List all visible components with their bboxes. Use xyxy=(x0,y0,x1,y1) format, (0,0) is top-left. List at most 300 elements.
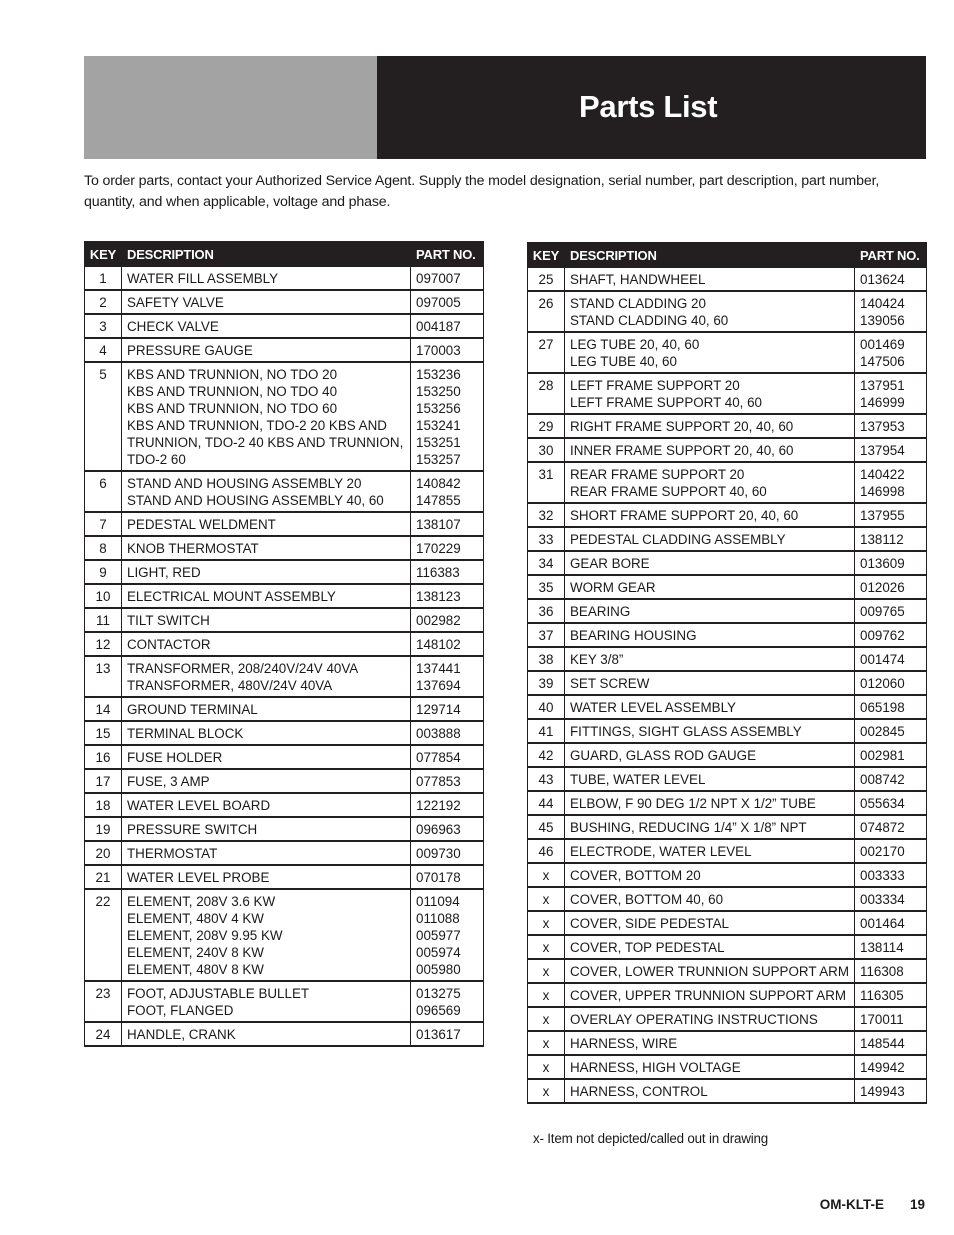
description-line: HARNESS, HIGH VOLTAGE xyxy=(570,1060,741,1075)
part-number-line: 138112 xyxy=(860,532,904,547)
part-number-line: 055634 xyxy=(860,796,905,811)
description-line: COVER, UPPER TRUNNION SUPPORT ARM xyxy=(570,988,847,1003)
description-line: LEFT FRAME SUPPORT 20 xyxy=(570,378,740,393)
cell-description xyxy=(565,719,855,743)
cell-part-number xyxy=(855,503,927,527)
banner-gray-block xyxy=(84,56,377,159)
description-line: BUSHING, REDUCING 1/4” X 1/8” NPT xyxy=(570,820,807,835)
table-row xyxy=(85,656,484,697)
table-row xyxy=(528,551,927,575)
part-number-line: 002982 xyxy=(416,613,461,628)
cell-part-number xyxy=(855,1031,927,1055)
description-line: OVERLAY OPERATING INSTRUCTIONS xyxy=(570,1012,818,1027)
cell-part-number xyxy=(855,1007,927,1031)
part-number-line: 002845 xyxy=(860,724,905,739)
cell-description xyxy=(122,584,411,608)
cell-part-number xyxy=(855,839,927,863)
cell-key: 36 xyxy=(528,599,565,623)
part-number-line: 137951 xyxy=(860,378,905,393)
cell-description xyxy=(565,1079,855,1103)
description-line: KBS AND TRUNNION, NO TDO 40 xyxy=(127,384,338,399)
table-row xyxy=(528,414,927,438)
part-number-line: 147855 xyxy=(416,493,461,508)
cell-key: 46 xyxy=(528,839,565,863)
cell-description xyxy=(565,575,855,599)
part-number-line: 153257 xyxy=(416,452,461,467)
part-number-line: 096569 xyxy=(416,1003,461,1018)
description-line: WATER LEVEL BOARD xyxy=(127,798,271,813)
table-row xyxy=(85,560,484,584)
description-line: SET SCREW xyxy=(570,676,650,691)
cell-key: 20 xyxy=(85,841,122,865)
part-number-line: 002981 xyxy=(860,748,905,763)
cell-key: 43 xyxy=(528,767,565,791)
description-line: COVER, TOP PEDESTAL xyxy=(570,940,725,955)
cell-description xyxy=(565,839,855,863)
table-row xyxy=(85,338,484,362)
table-row xyxy=(528,527,927,551)
column-header-description: DESCRIPTION xyxy=(122,242,411,267)
table-row xyxy=(85,889,484,981)
cell-description xyxy=(122,608,411,632)
part-number-line: 005980 xyxy=(416,962,461,977)
cell-key: x xyxy=(528,1007,565,1031)
cell-part-number xyxy=(855,815,927,839)
cell-key: 30 xyxy=(528,438,565,462)
part-number-line: 153256 xyxy=(416,401,461,416)
column-header-part-no: PART NO. xyxy=(855,243,927,268)
part-number-line: 013275 xyxy=(416,986,461,1001)
cell-part-number xyxy=(855,983,927,1007)
cell-description xyxy=(565,462,855,503)
cell-key: 22 xyxy=(85,889,122,981)
part-number-line: 140424 xyxy=(860,296,905,311)
table-row xyxy=(528,462,927,503)
cell-part-number xyxy=(411,865,484,889)
table-row xyxy=(528,623,927,647)
cell-key: 10 xyxy=(85,584,122,608)
description-line: ELBOW, F 90 DEG 1/2 NPT X 1/2” TUBE xyxy=(570,796,816,811)
cell-part-number xyxy=(411,745,484,769)
part-number-line: 137953 xyxy=(860,419,905,434)
cell-key: 38 xyxy=(528,647,565,671)
description-line: ELECTRODE, WATER LEVEL xyxy=(570,844,752,859)
part-number-line: 116305 xyxy=(860,988,904,1003)
cell-description xyxy=(565,414,855,438)
part-number-line: 137955 xyxy=(860,508,905,523)
cell-key: 3 xyxy=(85,314,122,338)
cell-description xyxy=(565,332,855,373)
cell-part-number xyxy=(411,584,484,608)
cell-part-number xyxy=(411,512,484,536)
cell-key: 24 xyxy=(85,1022,122,1046)
description-line: SHORT FRAME SUPPORT 20, 40, 60 xyxy=(570,508,799,523)
table-row xyxy=(528,332,927,373)
part-number-line: 013617 xyxy=(416,1027,461,1042)
description-line: FOOT, ADJUSTABLE BULLET xyxy=(127,986,310,1001)
cell-part-number xyxy=(411,793,484,817)
cell-part-number xyxy=(411,560,484,584)
cell-key: 11 xyxy=(85,608,122,632)
table-row xyxy=(528,911,927,935)
part-number-line: 153250 xyxy=(416,384,461,399)
table-row xyxy=(528,1079,927,1103)
description-line: SHAFT, HANDWHEEL xyxy=(570,272,706,287)
part-number-line: 077853 xyxy=(416,774,461,789)
table-header-row xyxy=(85,242,484,267)
cell-key: 8 xyxy=(85,536,122,560)
cell-key: 13 xyxy=(85,656,122,697)
cell-part-number xyxy=(411,697,484,721)
cell-part-number xyxy=(411,1022,484,1046)
description-line: SAFETY VALVE xyxy=(127,295,224,310)
description-line: FUSE HOLDER xyxy=(127,750,223,765)
cell-description xyxy=(565,647,855,671)
parts-table-right xyxy=(527,242,927,1104)
cell-description xyxy=(565,791,855,815)
cell-key: 12 xyxy=(85,632,122,656)
table-row xyxy=(528,719,927,743)
cell-part-number xyxy=(411,267,484,291)
part-number-line: 001469 xyxy=(860,337,905,352)
table-row xyxy=(528,959,927,983)
table-row xyxy=(85,584,484,608)
description-line: ELEMENT, 240V 8 KW xyxy=(127,945,264,960)
description-line: KEY 3/8” xyxy=(570,652,624,667)
cell-key: 42 xyxy=(528,743,565,767)
cell-part-number xyxy=(411,290,484,314)
cell-part-number xyxy=(855,268,927,292)
cell-key: x xyxy=(528,935,565,959)
table-row xyxy=(85,817,484,841)
table-row xyxy=(85,512,484,536)
description-line: LIGHT, RED xyxy=(127,565,201,580)
table-row xyxy=(528,863,927,887)
cell-description xyxy=(565,983,855,1007)
description-line: BEARING HOUSING xyxy=(570,628,697,643)
description-line: GUARD, GLASS ROD GAUGE xyxy=(570,748,757,763)
cell-description xyxy=(122,841,411,865)
table-row xyxy=(528,575,927,599)
cell-description xyxy=(565,911,855,935)
table-header-row xyxy=(528,243,927,268)
description-line: TILT SWITCH xyxy=(127,613,210,628)
cell-part-number xyxy=(855,959,927,983)
part-number-line: 013624 xyxy=(860,272,905,287)
cell-part-number xyxy=(411,632,484,656)
page-banner xyxy=(84,56,926,159)
cell-description xyxy=(565,268,855,292)
cell-description xyxy=(565,623,855,647)
cell-description xyxy=(122,865,411,889)
table-row xyxy=(85,697,484,721)
part-number-line: 170011 xyxy=(860,1012,904,1027)
description-line: ELEMENT, 480V 4 KW xyxy=(127,911,264,926)
part-number-line: 116308 xyxy=(860,964,904,979)
cell-key: 5 xyxy=(85,362,122,471)
description-line: PRESSURE GAUGE xyxy=(127,343,253,358)
cell-description xyxy=(122,536,411,560)
cell-description xyxy=(122,338,411,362)
table-row xyxy=(528,291,927,332)
cell-part-number xyxy=(855,743,927,767)
table-row xyxy=(528,791,927,815)
cell-key: 23 xyxy=(85,981,122,1022)
table-row xyxy=(85,1022,484,1046)
cell-key: 19 xyxy=(85,817,122,841)
table-row xyxy=(85,267,484,291)
description-line: WATER FILL ASSEMBLY xyxy=(127,271,279,286)
part-number-line: 116383 xyxy=(416,565,460,580)
description-line: HARNESS, WIRE xyxy=(570,1036,678,1051)
cell-key: 16 xyxy=(85,745,122,769)
column-header-key: KEY xyxy=(528,243,565,268)
description-line: FUSE, 3 AMP xyxy=(127,774,210,789)
cell-part-number xyxy=(411,721,484,745)
description-line: LEFT FRAME SUPPORT 40, 60 xyxy=(570,395,762,410)
table-row xyxy=(528,767,927,791)
table-row xyxy=(528,373,927,414)
cell-description xyxy=(122,290,411,314)
table-row xyxy=(85,608,484,632)
cell-key: 26 xyxy=(528,291,565,332)
cell-description xyxy=(565,863,855,887)
description-line: RIGHT FRAME SUPPORT 20, 40, 60 xyxy=(570,419,794,434)
cell-key: 7 xyxy=(85,512,122,536)
description-line: COVER, BOTTOM 40, 60 xyxy=(570,892,724,907)
description-line: WATER LEVEL ASSEMBLY xyxy=(570,700,736,715)
cell-part-number xyxy=(855,291,927,332)
part-number-line: 077854 xyxy=(416,750,461,765)
cell-key: 6 xyxy=(85,471,122,512)
cell-part-number xyxy=(411,889,484,981)
cell-description xyxy=(122,721,411,745)
description-line: TUBE, WATER LEVEL xyxy=(570,772,706,787)
column-header-description: DESCRIPTION xyxy=(565,243,855,268)
cell-description xyxy=(565,527,855,551)
description-line: GEAR BORE xyxy=(570,556,650,571)
description-line: REAR FRAME SUPPORT 40, 60 xyxy=(570,484,767,499)
cell-description xyxy=(122,817,411,841)
part-number-line: 009730 xyxy=(416,846,461,861)
cell-part-number xyxy=(855,695,927,719)
cell-key: x xyxy=(528,1055,565,1079)
cell-description xyxy=(122,793,411,817)
description-line: ELECTRICAL MOUNT ASSEMBLY xyxy=(127,589,336,604)
document-code: OM-KLT-E xyxy=(819,1197,884,1212)
cell-part-number xyxy=(855,332,927,373)
description-line: CHECK VALVE xyxy=(127,319,219,334)
cell-part-number xyxy=(411,981,484,1022)
cell-part-number xyxy=(855,1079,927,1103)
cell-description xyxy=(565,935,855,959)
description-line: STAND AND HOUSING ASSEMBLY 40, 60 xyxy=(127,493,384,508)
table-row xyxy=(85,471,484,512)
table-row xyxy=(528,839,927,863)
description-line: LEG TUBE 40, 60 xyxy=(570,354,677,369)
cell-description xyxy=(565,373,855,414)
table-row xyxy=(528,438,927,462)
part-number-line: 011088 xyxy=(416,911,460,926)
part-number-line: 005974 xyxy=(416,945,461,960)
cell-key: 28 xyxy=(528,373,565,414)
table-row xyxy=(528,1031,927,1055)
cell-part-number xyxy=(855,438,927,462)
cell-description xyxy=(122,314,411,338)
part-number-line: 148102 xyxy=(416,637,461,652)
cell-key: 25 xyxy=(528,268,565,292)
part-number-line: 003333 xyxy=(860,868,905,883)
description-line: LEG TUBE 20, 40, 60 xyxy=(570,337,700,352)
table-row xyxy=(528,599,927,623)
part-number-line: 011094 xyxy=(416,894,460,909)
table-row xyxy=(85,793,484,817)
cell-key: 2 xyxy=(85,290,122,314)
table-row xyxy=(85,632,484,656)
page-number: 19 xyxy=(909,1197,925,1212)
cell-key: 45 xyxy=(528,815,565,839)
cell-description xyxy=(122,362,411,471)
part-number-line: 097007 xyxy=(416,271,461,286)
column-header-key: KEY xyxy=(85,242,122,267)
description-line: TRANSFORMER, 480V/24V 40VA xyxy=(127,678,333,693)
part-number-line: 096963 xyxy=(416,822,461,837)
description-line: KBS AND TRUNNION, TDO-2 20 KBS AND TRUNNION, TDO-2 40 KBS AND TRUNNION, TDO-2 60 xyxy=(127,418,404,467)
description-line: COVER, SIDE PEDESTAL xyxy=(570,916,729,931)
cell-key: 31 xyxy=(528,462,565,503)
banner-dark-block xyxy=(377,56,926,159)
cell-part-number xyxy=(855,414,927,438)
part-number-line: 003334 xyxy=(860,892,905,907)
cell-description xyxy=(565,743,855,767)
table-row xyxy=(528,647,927,671)
part-number-line: 129714 xyxy=(416,702,461,717)
cell-description xyxy=(122,1022,411,1046)
description-line: TERMINAL BLOCK xyxy=(127,726,244,741)
cell-part-number xyxy=(411,841,484,865)
description-line: INNER FRAME SUPPORT 20, 40, 60 xyxy=(570,443,794,458)
description-line: PEDESTAL WELDMENT xyxy=(127,517,276,532)
part-number-line: 122192 xyxy=(416,798,461,813)
part-number-line: 140842 xyxy=(416,476,461,491)
description-line: ELEMENT, 480V 8 KW xyxy=(127,962,264,977)
cell-key: 15 xyxy=(85,721,122,745)
cell-description xyxy=(122,560,411,584)
cell-part-number xyxy=(411,769,484,793)
cell-key: 9 xyxy=(85,560,122,584)
part-number-line: 002170 xyxy=(860,844,905,859)
cell-key: 34 xyxy=(528,551,565,575)
part-number-line: 139056 xyxy=(860,313,905,328)
part-number-line: 012026 xyxy=(860,580,905,595)
description-line: WORM GEAR xyxy=(570,580,656,595)
cell-description xyxy=(565,1055,855,1079)
cell-description xyxy=(565,291,855,332)
description-line: HANDLE, CRANK xyxy=(127,1027,236,1042)
part-number-line: 149943 xyxy=(860,1084,905,1099)
description-line: GROUND TERMINAL xyxy=(127,702,258,717)
table-row xyxy=(528,815,927,839)
part-number-line: 004187 xyxy=(416,319,461,334)
cell-key: x xyxy=(528,959,565,983)
cell-description xyxy=(565,599,855,623)
description-line: THERMOSTAT xyxy=(127,846,218,861)
description-line: ELEMENT, 208V 9.95 KW xyxy=(127,928,283,943)
table-row xyxy=(85,314,484,338)
cell-key: 35 xyxy=(528,575,565,599)
table-row xyxy=(85,865,484,889)
cell-description xyxy=(565,695,855,719)
cell-description xyxy=(565,671,855,695)
part-number-line: 001464 xyxy=(860,916,905,931)
parts-table-left xyxy=(84,241,484,1047)
part-number-line: 137441 xyxy=(416,661,461,676)
description-line: CONTACTOR xyxy=(127,637,211,652)
part-number-line: 170229 xyxy=(416,541,461,556)
table-row xyxy=(85,745,484,769)
cell-part-number xyxy=(855,623,927,647)
cell-description xyxy=(122,471,411,512)
part-number-line: 012060 xyxy=(860,676,905,691)
description-line: COVER, BOTTOM 20 xyxy=(570,868,701,883)
part-number-line: 170003 xyxy=(416,343,461,358)
table-row xyxy=(85,362,484,471)
cell-key: 4 xyxy=(85,338,122,362)
cell-description xyxy=(565,959,855,983)
cell-part-number xyxy=(855,911,927,935)
description-line: KBS AND TRUNNION, NO TDO 20 xyxy=(127,367,338,382)
cell-key: x xyxy=(528,1079,565,1103)
table-row xyxy=(528,695,927,719)
cell-description xyxy=(565,767,855,791)
cell-part-number xyxy=(855,373,927,414)
table-row xyxy=(85,290,484,314)
cell-description xyxy=(122,632,411,656)
part-number-line: 137694 xyxy=(416,678,461,693)
description-line: PEDESTAL CLADDING ASSEMBLY xyxy=(570,532,786,547)
cell-part-number xyxy=(411,338,484,362)
cell-part-number xyxy=(855,935,927,959)
cell-part-number xyxy=(855,527,927,551)
table-row xyxy=(528,935,927,959)
description-line: KNOB THERMOSTAT xyxy=(127,541,259,556)
part-number-line: 001474 xyxy=(860,652,905,667)
cell-part-number xyxy=(411,608,484,632)
cell-key: 1 xyxy=(85,267,122,291)
part-number-line: 065198 xyxy=(860,700,905,715)
table-row xyxy=(85,981,484,1022)
cell-part-number xyxy=(411,471,484,512)
cell-part-number xyxy=(855,791,927,815)
table-row xyxy=(528,503,927,527)
cell-part-number xyxy=(411,536,484,560)
description-line: FOOT, FLANGED xyxy=(127,1003,234,1018)
description-line: REAR FRAME SUPPORT 20 xyxy=(570,467,745,482)
cell-part-number xyxy=(411,362,484,471)
cell-part-number xyxy=(855,671,927,695)
part-number-line: 138114 xyxy=(860,940,904,955)
cell-description xyxy=(122,769,411,793)
part-number-line: 138107 xyxy=(416,517,461,532)
cell-part-number xyxy=(855,599,927,623)
part-number-line: 146998 xyxy=(860,484,905,499)
cell-key: 18 xyxy=(85,793,122,817)
cell-part-number xyxy=(855,575,927,599)
cell-key: 37 xyxy=(528,623,565,647)
part-number-line: 003888 xyxy=(416,726,461,741)
part-number-line: 138123 xyxy=(416,589,461,604)
part-number-line: 140422 xyxy=(860,467,905,482)
